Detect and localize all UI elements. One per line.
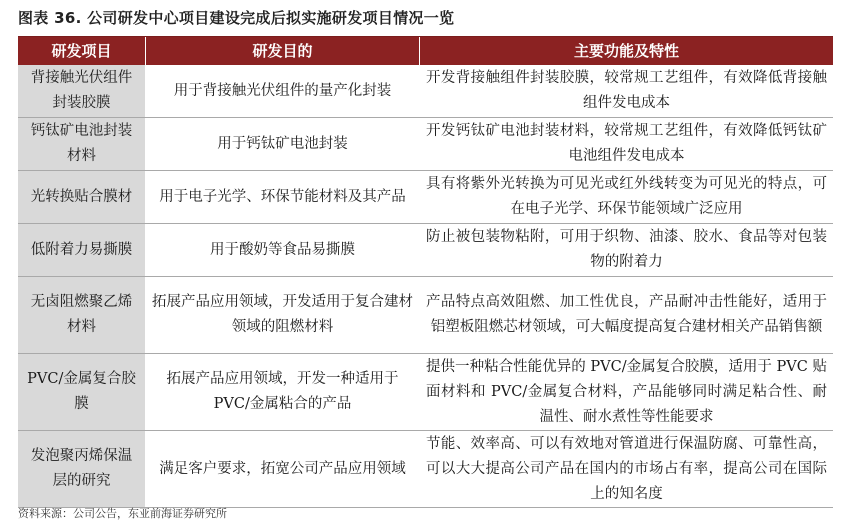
table-row — [18, 171, 833, 224]
features-cell — [420, 431, 833, 507]
rd-projects-table — [18, 36, 833, 508]
table-row — [18, 431, 833, 508]
purpose-text: 用于酸奶等食品易撕膜 — [210, 241, 355, 258]
purpose-cell — [146, 354, 420, 430]
features-text: 防止被包装物粘附，可用于织物、油漆、胶水、食品等对包装物的附着力 — [426, 229, 827, 270]
purpose-cell — [146, 65, 420, 117]
purpose-cell — [146, 431, 420, 507]
table-row — [18, 277, 833, 354]
project-cell — [18, 118, 146, 170]
purpose-text: 拓展产品应用领域，开发一种适用于 PVC/金属粘合的产品 — [166, 371, 399, 412]
table-row — [18, 118, 833, 171]
features-cell — [420, 65, 833, 117]
features-cell — [420, 171, 833, 223]
features-text: 提供一种粘合性能优异的 PVC/金属复合胶膜，适用于 PVC 贴面材料和 PVC/金属复合材料，产品能够同时满足粘合性、耐温性、耐水煮性等性能要求 — [426, 358, 827, 425]
purpose-cell — [146, 171, 420, 223]
project-text: 发泡聚丙烯保温层的研究 — [30, 448, 133, 489]
project-text: 低附着力易撕膜 — [30, 241, 133, 258]
figure-title: 图表 36. 公司研发中心项目建设完成后拟实施研发项目情况一览 — [18, 9, 455, 27]
column-header-features: 主要功能及特性 — [573, 41, 679, 60]
features-text: 节能、效率高、可以有效地对管道进行保温防腐、可靠性高，可以大大提高公司产品在国内的市场占有率，提高公司在国际上的知名度 — [426, 435, 827, 502]
features-text: 开发背接触组件封装胶膜，较常规工艺组件，有效降低背接触组件发电成本 — [426, 70, 827, 111]
project-cell — [18, 354, 146, 430]
purpose-text: 用于背接触光伏组件的量产化封装 — [173, 82, 392, 99]
source-note: 资料来源：公司公告，东亚前海证券研究所 — [18, 507, 227, 520]
purpose-text: 满足客户要求，拓宽公司产品应用领域 — [159, 460, 406, 477]
purpose-cell — [146, 224, 420, 276]
features-cell — [420, 118, 833, 170]
purpose-cell — [146, 277, 420, 353]
purpose-text: 用于电子光学、环保节能材料及其产品 — [159, 188, 406, 205]
table-row — [18, 354, 833, 431]
project-text: 背接触光伏组件封装胶膜 — [30, 70, 133, 111]
project-cell — [18, 277, 146, 353]
purpose-text: 拓展产品应用领域，开发适用于复合建材领域的阻燃材料 — [152, 294, 413, 335]
project-text: 钙钛矿电池封装材料 — [30, 123, 133, 164]
features-cell — [420, 277, 833, 353]
purpose-cell — [146, 118, 420, 170]
features-text: 产品特点高效阻燃、加工性优良，产品耐冲击性能好，适用于铝塑板阻燃芯材领域，可大幅度提高复合建材相关产品销售额 — [426, 294, 827, 335]
project-cell — [18, 431, 146, 507]
project-cell — [18, 171, 146, 223]
project-cell — [18, 224, 146, 276]
project-text: PVC/金属复合胶膜 — [27, 371, 136, 412]
table-row — [18, 65, 833, 118]
project-text: 无卤阻燃聚乙烯材料 — [30, 294, 133, 335]
column-header-purpose: 研发目的 — [146, 37, 420, 65]
features-cell — [420, 224, 833, 276]
column-header-project: 研发项目 — [18, 37, 146, 65]
project-text: 光转换贴合膜材 — [30, 188, 133, 205]
table-header — [18, 37, 833, 65]
purpose-text: 用于钙钛矿电池封装 — [217, 135, 348, 152]
project-cell — [18, 65, 146, 117]
features-text: 具有将紫外光转换为可见光或红外线转变为可见光的特点，可在电子光学、环保节能领域广泛应用 — [426, 176, 827, 217]
features-text: 开发钙钛矿电池封装材料，较常规工艺组件，有效降低钙钛矿电池组件发电成本 — [426, 123, 827, 164]
table-row — [18, 224, 833, 277]
features-cell — [420, 354, 833, 430]
